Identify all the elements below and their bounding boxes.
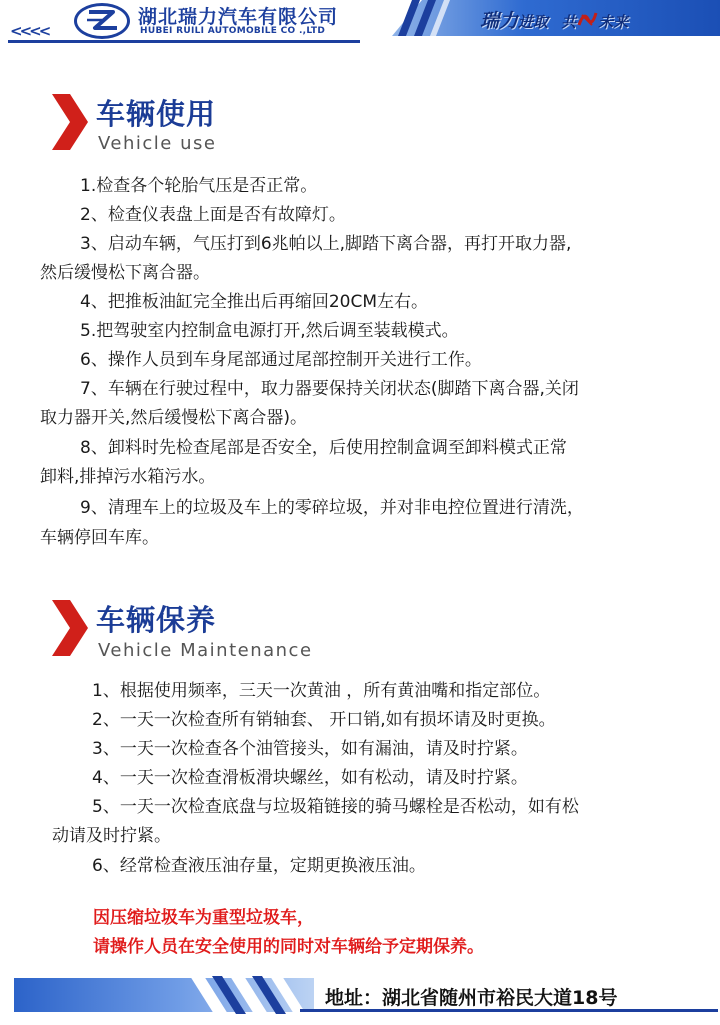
section-title-vehicle-use: 车辆使用 (96, 97, 217, 131)
warning-line-2: 请操作人员在安全使用的同时对车辆给予定期保养。 (93, 937, 484, 957)
use-line-9: 9、清理车上的垃圾及车上的零碎垃圾，并对非电控位置进行清洗， (80, 498, 584, 518)
left-chevrons: <<<< (10, 22, 49, 40)
use-line-7-cont: 取力器开关,然后缓慢松下离合器)。 (40, 408, 308, 428)
use-line-2: 2、检查仪表盘上面是否有故障灯。 (80, 205, 346, 225)
maint-line-1: 1、根据使用频率，三天一次黄油 ，所有黄油嘴和指定部位。 (92, 681, 551, 701)
red-chevron-icon (52, 600, 88, 656)
calligraphy-mark (576, 9, 598, 29)
maint-line-4: 4、一天一次检查滑板滑块螺丝，如有松动，请及时拧紧。 (92, 768, 528, 788)
company-slogan (480, 6, 628, 33)
use-line-7: 7、车辆在行驶过程中，取力器要保持关闭状态(脚踏下离合器,关闭 (80, 379, 579, 399)
section-title-vehicle-maintenance: 车辆保养 (96, 603, 217, 637)
warning-line-1: 因压缩垃圾车为重型垃圾车， (93, 908, 314, 928)
maint-line-6: 6、经常检查液压油存量，定期更换液压油。 (92, 856, 426, 876)
maint-line-3: 3、一天一次检查各个油管接头，如有漏油，请及时拧紧。 (92, 739, 528, 759)
header-divider (8, 40, 360, 43)
slogan-part-4: 未来 (598, 13, 629, 31)
maint-line-2: 2、一天一次检查所有销轴套、 开口销,如有损坏请及时更换。 (92, 710, 556, 730)
slogan-part-1: 瑞力 (480, 10, 519, 32)
use-line-4: 4、把推板油缸完全推出后再缩回20CM左右。 (80, 292, 428, 312)
maint-line-5-cont: 动请及时拧紧。 (52, 826, 171, 846)
company-name-cn: 湖北瑞力汽车有限公司 (138, 6, 339, 28)
slogan-part-2: 进取 (518, 13, 549, 31)
page-header (0, 0, 720, 48)
red-chevron-icon (52, 94, 88, 150)
slogan-stripes (398, 0, 478, 36)
use-line-5: 5.把驾驶室内控制盒电源打开,然后调至装载模式。 (80, 321, 459, 341)
use-line-9-cont: 车辆停回车库。 (40, 528, 159, 548)
use-line-1: 1.检查各个轮胎气压是否正常。 (80, 176, 318, 196)
use-line-8-cont: 卸料,排掉污水箱污水。 (40, 467, 216, 487)
slogan-part-3: 共 (561, 13, 577, 31)
use-line-3-cont: 然后缓慢松下离合器。 (40, 263, 210, 283)
use-line-6: 6、操作人员到车身尾部通过尾部控制开关进行工作。 (80, 350, 482, 370)
use-line-3: 3、启动车辆，气压打到6兆帕以上,脚踏下离合器，再打开取力器, (80, 234, 572, 254)
company-address: 地址：湖北省随州市裕民大道18号 (325, 987, 618, 1009)
section-subtitle-vehicle-maintenance: Vehicle Maintenance (98, 640, 313, 661)
footer-stripes (170, 976, 320, 1014)
company-logo-icon (74, 3, 130, 39)
use-line-8: 8、卸料时先检查尾部是否安全，后使用控制盒调至卸料模式正常 (80, 438, 567, 458)
company-name-en: HUBEI RUILI AUTOMOBILE CO .,LTD (140, 26, 326, 36)
maint-line-5: 5、一天一次检查底盘与垃圾箱链接的骑马螺栓是否松动，如有松 (92, 797, 579, 817)
section-subtitle-vehicle-use: Vehicle use (98, 133, 217, 154)
